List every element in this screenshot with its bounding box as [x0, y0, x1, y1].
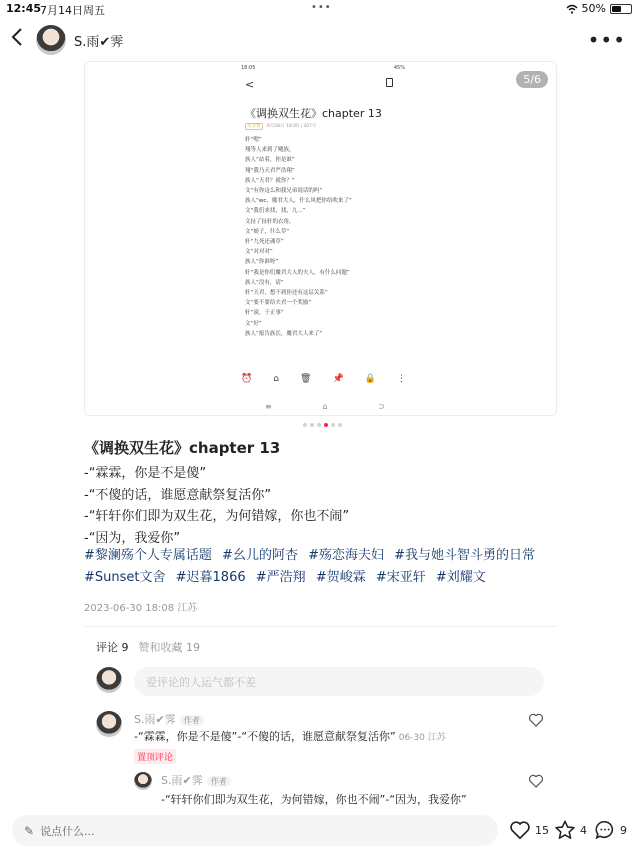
embedded-doc-line: 族人“wc，魔君大人，什么风把你给吹来了” [245, 198, 352, 205]
embedded-doc-body [245, 135, 410, 339]
embedded-doc-line: 轩“我是你们魔君大人的夫人，有什么问题” [245, 269, 350, 276]
embedded-toolbar-icon: ⏰ [241, 374, 253, 384]
embedded-doc-line: 文“好” [245, 320, 262, 327]
replier-name[interactable]: S.雨✔︎霁 [161, 774, 203, 787]
post-line: -“轩轩你们即为双生花，为何错嫁，你也不闹” [84, 509, 350, 524]
carousel-dot[interactable] [324, 423, 328, 427]
chat-bubble-icon [594, 819, 616, 841]
embedded-nav-icon: ⊃ [378, 402, 385, 411]
post-title: 《调换双生花》chapter 13 [84, 439, 281, 457]
post-line: -“霖霖，你是不是傻” [84, 466, 207, 481]
pen-icon: ✎ [24, 824, 35, 838]
embedded-back-icon: < [245, 78, 255, 91]
embedded-navbar [265, 402, 385, 411]
bottom-comment-input[interactable] [12, 815, 498, 846]
battery-percent: 50% [581, 2, 606, 15]
embedded-toolbar [241, 374, 406, 384]
hashtag-link[interactable]: #我与她斗智斗勇的日常 [394, 548, 536, 563]
replier-name-row [161, 772, 231, 788]
embedded-time: 18:05 [241, 65, 256, 71]
hashtag-link[interactable]: #宋亚轩 [375, 569, 426, 585]
embedded-bookmark-icon [386, 78, 393, 87]
author-badge: 作者 [180, 715, 204, 726]
embedded-status-bar [241, 65, 409, 71]
embedded-doc-line: 翔等人来到了飓族。 [245, 147, 295, 154]
embedded-doc-line: 轩“嗯” [245, 137, 262, 143]
embedded-doc-line: 族人“站着，你是谁” [245, 157, 295, 164]
embedded-doc-line: 轩“滚，干正事” [245, 310, 284, 317]
post-line: -“因为，我爱你” [84, 530, 181, 546]
hashtag-link[interactable]: #迟暮1866 [175, 569, 246, 585]
author-name[interactable]: S.雨✔︎霁 [74, 35, 124, 50]
hashtag-link[interactable]: #刘耀文 [435, 569, 486, 585]
comment-meta: 06-30 江苏 [398, 733, 446, 743]
star-icon [554, 819, 576, 841]
status-date: 7月14日周五 [40, 4, 105, 17]
hashtag-link[interactable]: #严浩翔 [255, 569, 306, 585]
embedded-doc-line: 族人“没有，请” [245, 279, 284, 286]
embedded-doc-line: 文“我们来找，找，九…” [245, 208, 306, 215]
comment-button[interactable] [594, 819, 627, 841]
embedded-doc-line: 轩“天君，想不到你还有这层关系” [245, 290, 328, 297]
comment-input-row [96, 667, 546, 696]
more-button[interactable]: ••• [587, 28, 626, 52]
commenter-name-row [134, 711, 204, 727]
embedded-doc-line: 文“有你这么和我兄弟说话的吗” [245, 188, 323, 195]
post-line: -“不傻的话，谁愿意献祭复活你” [84, 487, 272, 503]
embedded-nav-icon: ≡ [265, 402, 272, 411]
battery-icon [610, 4, 632, 14]
embedded-toolbar-icon: 🗑 [300, 374, 312, 384]
heart-icon [509, 819, 531, 841]
embedded-nav-icon: ⌂ [322, 402, 328, 411]
comment-text-row[interactable] [134, 728, 446, 744]
comment-count: 9 [620, 823, 627, 837]
comment-like-icon[interactable] [528, 712, 544, 728]
commenter-avatar[interactable] [96, 711, 122, 737]
embedded-doc-line: 族人“天君？就你？” [245, 177, 295, 184]
status-right [566, 2, 632, 15]
embedded-doc-line: 翔“我乃天君严浩翔” [245, 167, 295, 174]
reply-like-icon[interactable] [528, 773, 544, 789]
tab-likes-favorites[interactable]: 赞和收藏 19 [138, 641, 200, 654]
commenter-name[interactable]: S.雨✔︎霁 [134, 713, 176, 726]
embedded-toolbar-icon: 📌 [332, 374, 344, 384]
post-image[interactable] [84, 61, 557, 416]
pinned-badge: 置顶评论 [134, 749, 176, 764]
embedded-doc-line: 文“要不要给夫君一个奖励” [245, 300, 312, 307]
carousel-dots[interactable] [303, 423, 342, 427]
reply-text[interactable]: -“轩轩你们即为双生花，为何错嫁，你也不闹”-“因为，我爱你” [161, 793, 467, 806]
embedded-doc-meta [245, 123, 316, 129]
embedded-doc-line: 轩“九死还魂草” [245, 239, 284, 246]
hashtag-link[interactable]: #幺儿的阿杏 [222, 548, 298, 563]
divider [84, 626, 557, 627]
author-avatar[interactable] [36, 25, 66, 55]
embedded-doc-line: 文扯了扯轩的衣角。 [245, 218, 295, 225]
hashtag-link[interactable]: #Sunset文舍 [84, 569, 166, 585]
bottom-action-bar [0, 811, 640, 853]
chevron-left-icon [10, 26, 24, 48]
image-page-counter: 5/6 [516, 71, 548, 88]
status-bar [0, 0, 640, 18]
tab-comments[interactable]: 评论 9 [96, 641, 129, 654]
embedded-doc-line: 文“对对对” [245, 249, 273, 256]
hashtag-list [84, 545, 554, 588]
battery-fill [612, 6, 621, 12]
embedded-toolbar-icon: 🔒 [364, 374, 376, 384]
my-avatar [96, 667, 122, 693]
embedded-doc-date: 6月28日 18:00 | 307字 [266, 124, 317, 129]
comment-text: -“霖霖，你是不是傻”-“不傻的话，谁愿意献祭复活你” [134, 730, 396, 743]
hashtag-link[interactable]: #殇恋海夫妇 [308, 548, 384, 563]
embedded-doc-line: 族人“报告族长，魔君大人来了” [245, 330, 323, 337]
like-count: 15 [535, 823, 549, 837]
post-date: 2023-06-30 18:08 江苏 [84, 603, 198, 614]
favorite-count: 4 [580, 823, 587, 837]
carousel-dot[interactable] [317, 423, 321, 427]
bottom-input-placeholder: 说点什么... [40, 825, 95, 838]
embedded-doc-tag: 未分类 [247, 124, 261, 129]
wifi-icon [566, 4, 578, 14]
multitask-dots[interactable]: ••• [311, 2, 332, 13]
embedded-doc-line: 文“娘子，什么草” [245, 228, 290, 235]
replier-avatar[interactable] [134, 772, 152, 790]
like-button[interactable] [509, 819, 549, 841]
favorite-button[interactable] [554, 819, 587, 841]
carousel-dot[interactable] [331, 423, 335, 427]
embedded-screenshot [235, 62, 415, 416]
embedded-doc-line: 族人“你谁呀” [245, 259, 279, 266]
post-body [84, 463, 554, 549]
embedded-battery: 45% [393, 65, 405, 71]
carousel-dot[interactable] [310, 423, 314, 427]
post-header [0, 22, 640, 58]
back-button[interactable] [10, 26, 24, 54]
carousel-dot[interactable] [338, 423, 342, 427]
hashtag-link[interactable]: #贺峻霖 [315, 569, 366, 585]
status-time: 12:45 [6, 2, 42, 15]
comment-tabs [96, 639, 200, 655]
carousel-dot[interactable] [303, 423, 307, 427]
comment-input[interactable]: 爱评论的人运气都不差 [134, 667, 544, 696]
hashtag-link[interactable]: #黎澜殇个人专属话题 [84, 548, 212, 563]
embedded-toolbar-icon: ⋮ [396, 374, 406, 384]
embedded-doc-title: 《调换双生花》chapter 13 [245, 107, 382, 120]
embedded-toolbar-icon: ⌂ [273, 374, 279, 384]
author-badge: 作者 [207, 776, 231, 787]
